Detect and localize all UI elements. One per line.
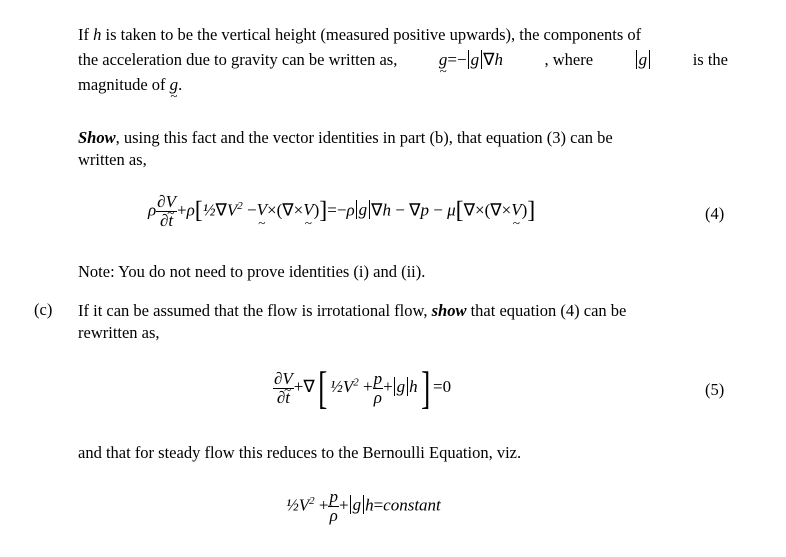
part-label: (c)	[34, 300, 53, 319]
equation-5: $\frac{\partial V \sim}{\partial t}$ +∇[ $\frac{1}{2}V^2$ + $\frac{p}{\rho}$ + g h] =0	[273, 368, 451, 408]
equation-number: (5)	[705, 380, 725, 399]
paragraph-bernoulli: and that for steady flow this reduces to the Bernoulli Equation, viz.	[78, 443, 522, 462]
equation-bernoulli: $\frac{1}{2}V^2$ + $\frac{p}{\rho}$ + g h=constant	[286, 487, 441, 525]
gravity-expression: g ~=− g ∇h	[439, 47, 503, 72]
paragraph-line: If h is taken to be the vertical height (measured positive upwards), the components of	[78, 25, 642, 44]
paragraph-line: magnitude of g ~.	[78, 72, 728, 97]
paragraph-show-equation: Show, using this fact and the vector identities in part (b), that equation (3) can be written as,	[78, 128, 613, 169]
paragraph-line: the acceleration due to gravity can be written as, g ~=− g ∇h , where g is the	[78, 47, 728, 72]
paragraph-irrotational: If it can be assumed that the flow is irrotational flow, show that equation (4) can be rewritten as,	[78, 301, 627, 342]
equation-4: ρ $\frac{\partial V \sim}{\partial t}$ $+\rho[\frac{1}{2}\nabla V^2 -V$ ~×(∇×V ~)]=−ρ g ∇h − ∇p − μ[∇×(∇×V ~)]	[148, 193, 535, 230]
gravity-magnitude: g	[635, 47, 652, 72]
note: Note: You do not need to prove identities (i) and (ii).	[78, 262, 426, 281]
constant-term: constant	[383, 495, 441, 515]
paragraph-gravity-components	[78, 22, 728, 97]
equation-number: (4)	[705, 204, 725, 223]
